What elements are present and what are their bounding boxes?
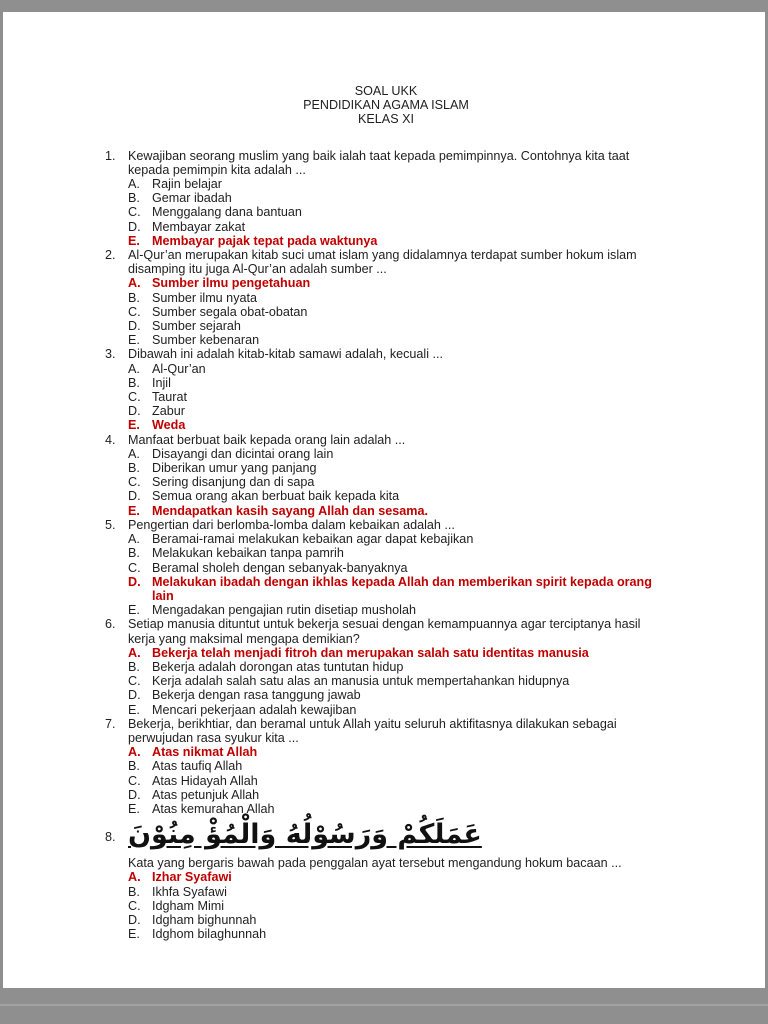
question-number: 2. xyxy=(105,248,116,263)
option-letter: A. xyxy=(128,177,140,192)
question xyxy=(105,248,667,347)
question xyxy=(105,518,667,617)
option-text: Bekerja telah menjadi fitroh dan merupakan salah satu identitas manusia xyxy=(152,645,589,660)
option-text: Atas Hidayah Allah xyxy=(152,773,258,788)
option-letter: A. xyxy=(128,276,141,291)
option-letter: D. xyxy=(128,912,141,927)
option-letter: D. xyxy=(128,787,141,802)
option-letter: D. xyxy=(128,574,141,589)
option-text: Kerja adalah salah satu alas an manusia untuk mempertahankan hidupnya xyxy=(152,674,570,689)
option xyxy=(128,532,667,546)
question-number: 8. xyxy=(105,830,116,845)
option-text: Taurat xyxy=(152,390,188,405)
option-text: Al-Qur’an xyxy=(152,361,206,376)
option-text: Sumber segala obat-obatan xyxy=(152,304,308,319)
question-body xyxy=(128,433,667,518)
option-letter: D. xyxy=(128,219,141,234)
option-text: Melakukan kebaikan tanpa pamrih xyxy=(152,546,344,561)
option-letter: E. xyxy=(128,927,140,942)
question-text: Al-Qur’an merupakan kitab suci umat islam yang didalamnya terdapat sumber hokum islam disamping itu juga Al-Qur’an adalah sumber ... xyxy=(128,248,637,277)
option-letter: B. xyxy=(128,375,140,390)
option-answer xyxy=(128,870,667,884)
option xyxy=(128,913,667,927)
option-text: Bekerja dengan rasa tanggung jawab xyxy=(152,688,361,703)
option-letter: B. xyxy=(128,659,140,674)
option-text: Idgham bighunnah xyxy=(152,912,257,927)
option xyxy=(128,688,667,702)
option-letter: C. xyxy=(128,674,141,689)
option-answer xyxy=(128,646,667,660)
option-text: Sumber kebenaran xyxy=(152,333,260,348)
question-text: Setiap manusia dituntut untuk bekerja sesuai dengan kemampuannya agar terciptanya hasil kerja yang maksimal mengapa demikian? xyxy=(128,617,641,646)
option-answer xyxy=(128,276,667,290)
option-text: Beramal sholeh dengan sebanyak-banyaknya xyxy=(152,560,408,575)
option-answer xyxy=(128,234,667,248)
question-number: 1. xyxy=(105,148,116,163)
option-text: Bekerja adalah dorongan atas tuntutan hidup xyxy=(152,659,404,674)
option-letter: B. xyxy=(128,884,140,899)
option-letter: A. xyxy=(128,532,140,547)
option-text: Weda xyxy=(152,418,186,433)
option-letter: C. xyxy=(128,475,141,490)
option-text: Mencari pekerjaan adalah kewajiban xyxy=(152,702,357,717)
arabic-verse-underlined: عَمَلَكُمْ وَرَسُوْلُهُ وَالْمُؤْ مِنُوْنَ xyxy=(128,819,482,851)
option-text: Gemar ibadah xyxy=(152,191,232,206)
question-body xyxy=(128,816,667,941)
page-gap-divider xyxy=(0,1004,768,1006)
option-text: Sumber ilmu pengetahuan xyxy=(152,276,311,291)
option-letter: D. xyxy=(128,489,141,504)
question-text: Bekerja, berikhtiar, dan beramal untuk Allah yaitu seluruh aktifitasnya dilakukan sebagai perwujudan rasa syukur kita ... xyxy=(128,716,617,745)
question xyxy=(105,433,667,518)
option-letter: E. xyxy=(128,603,140,618)
option xyxy=(128,660,667,674)
option xyxy=(128,461,667,475)
option-text: Membayar pajak tepat pada waktunya xyxy=(152,233,378,248)
option-answer xyxy=(128,418,667,432)
option-text: Membayar zakat xyxy=(152,219,246,234)
option-letter: B. xyxy=(128,759,140,774)
question-body xyxy=(128,617,667,716)
options-list xyxy=(128,362,667,433)
option-text: Sumber sejarah xyxy=(152,319,241,334)
option-letter: E. xyxy=(128,418,140,433)
document-page xyxy=(3,12,765,988)
option xyxy=(128,390,667,404)
option xyxy=(128,885,667,899)
options-list xyxy=(128,276,667,347)
option-text: Zabur xyxy=(152,404,185,419)
options-list xyxy=(128,447,667,518)
question-text: Kata yang bergaris bawah pada penggalan ayat tersebut mengandung hokum bacaan ... xyxy=(128,856,622,871)
option-text: Semua orang akan berbuat baik kepada kita xyxy=(152,489,400,504)
options-list xyxy=(128,745,667,816)
question-number: 4. xyxy=(105,432,116,447)
question-text: Manfaat berbuat baik kepada orang lain adalah ... xyxy=(128,432,406,447)
title-line-1: SOAL UKK xyxy=(354,84,418,98)
option xyxy=(128,899,667,913)
options-list xyxy=(128,646,667,717)
question-body xyxy=(128,347,667,432)
option-text: Idghom bilaghunnah xyxy=(152,927,267,942)
option xyxy=(128,774,667,788)
option-letter: C. xyxy=(128,898,141,913)
question-number: 6. xyxy=(105,617,116,632)
option xyxy=(128,376,667,390)
option-text: Rajin belajar xyxy=(152,177,223,192)
option-text: Atas petunjuk Allah xyxy=(152,787,260,802)
option-text: Izhar Syafawi xyxy=(152,870,232,885)
question-body xyxy=(128,248,667,347)
question-number: 5. xyxy=(105,517,116,532)
option-letter: A. xyxy=(128,870,141,885)
option-letter: D. xyxy=(128,319,141,334)
options-list xyxy=(128,532,667,617)
option-answer xyxy=(128,575,667,603)
option xyxy=(128,305,667,319)
question-body xyxy=(128,518,667,617)
option-text: Atas taufiq Allah xyxy=(152,759,243,774)
title-line-3: KELAS XI xyxy=(357,112,414,127)
option-letter: B. xyxy=(128,290,140,305)
option-letter: A. xyxy=(128,745,141,760)
option-text: Diberikan umur yang panjang xyxy=(152,461,317,476)
option-letter: C. xyxy=(128,390,141,405)
question-text: Dibawah ini adalah kitab-kitab samawi adalah, kecuali ... xyxy=(128,347,444,362)
option xyxy=(128,319,667,333)
option xyxy=(128,362,667,376)
option-text: Mendapatkan kasih sayang Allah dan sesama. xyxy=(152,503,429,518)
option-letter: B. xyxy=(128,191,140,206)
option-letter: B. xyxy=(128,546,140,561)
option xyxy=(128,333,667,347)
option xyxy=(128,489,667,503)
option-text: Injil xyxy=(152,375,171,390)
option-text: Sering disanjung dan di sapa xyxy=(152,475,315,490)
question xyxy=(105,347,667,432)
option xyxy=(128,291,667,305)
option-text: Atas nikmat Allah xyxy=(152,745,258,760)
title-line-2: PENDIDIKAN AGAMA ISLAM xyxy=(303,98,469,113)
option-letter: C. xyxy=(128,560,141,575)
option-letter: E. xyxy=(128,233,140,248)
option xyxy=(128,191,667,205)
option xyxy=(128,475,667,489)
question xyxy=(105,816,667,941)
option-letter: A. xyxy=(128,361,140,376)
question xyxy=(105,617,667,716)
question-text: Kewajiban seorang muslim yang baik ialah taat kepada pemimpinnya. Contohnya kita taat kepada pemimpin kita adalah ... xyxy=(128,148,630,177)
option-letter: D. xyxy=(128,688,141,703)
option-text: Sumber ilmu nyata xyxy=(152,290,257,305)
option-letter: E. xyxy=(128,333,140,348)
questions-list xyxy=(105,149,667,942)
option xyxy=(128,177,667,191)
option xyxy=(128,546,667,560)
option xyxy=(128,205,667,219)
options-list xyxy=(128,870,667,941)
option-letter: C. xyxy=(128,205,141,220)
option-text: Ikhfa Syafawi xyxy=(152,884,227,899)
question-text: Pengertian dari berlomba-lomba dalam kebaikan adalah ... xyxy=(128,517,455,532)
question xyxy=(105,717,667,816)
option xyxy=(128,404,667,418)
option xyxy=(128,703,667,717)
option xyxy=(128,603,667,617)
option xyxy=(128,802,667,816)
option-letter: E. xyxy=(128,503,140,518)
option xyxy=(128,759,667,773)
page-content xyxy=(3,12,765,941)
option-text: Mengadakan pengajian rutin disetiap musholah xyxy=(152,603,416,618)
option-letter: A. xyxy=(128,446,140,461)
option-letter: E. xyxy=(128,801,140,816)
document-header xyxy=(105,84,667,127)
option xyxy=(128,927,667,941)
option-text: Melakukan ibadah dengan ikhlas kepada Allah dan memberikan spirit kepada orang lain xyxy=(152,574,652,603)
option-text: Beramai-ramai melakukan kebaikan agar dapat kebajikan xyxy=(152,532,474,547)
option-letter: D. xyxy=(128,404,141,419)
option xyxy=(128,674,667,688)
option-letter: C. xyxy=(128,304,141,319)
option-letter: E. xyxy=(128,702,140,717)
option-letter: A. xyxy=(128,645,141,660)
option-answer xyxy=(128,745,667,759)
option-text: Disayangi dan dicintai orang lain xyxy=(152,446,334,461)
option-letter: C. xyxy=(128,773,141,788)
option-answer xyxy=(128,504,667,518)
option-text: Atas kemurahan Allah xyxy=(152,801,275,816)
option-text: Idgham Mimi xyxy=(152,898,225,913)
question-body xyxy=(128,717,667,816)
option-letter: B. xyxy=(128,461,140,476)
question-body xyxy=(128,149,667,248)
question-number: 7. xyxy=(105,716,116,731)
option-text: Menggalang dana bantuan xyxy=(152,205,302,220)
options-list xyxy=(128,177,667,248)
option xyxy=(128,447,667,461)
question-number: 3. xyxy=(105,347,116,362)
option xyxy=(128,788,667,802)
question xyxy=(105,149,667,248)
option xyxy=(128,561,667,575)
option xyxy=(128,220,667,234)
